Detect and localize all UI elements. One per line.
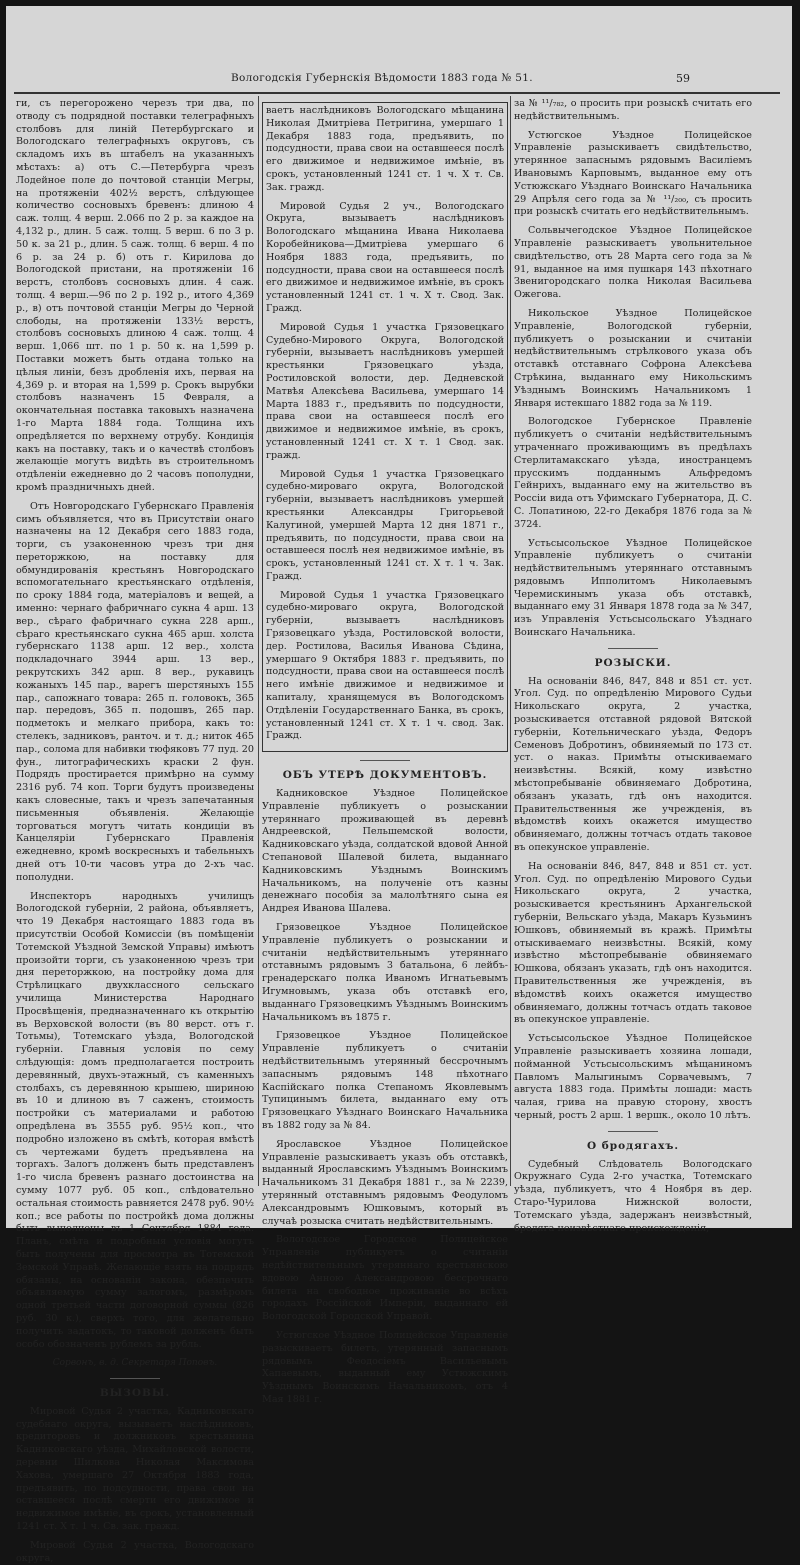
vagrant-notice: Судебный Слѣдователь Вологодскаго Окружнаго Суда 2-го участка, Тотемскаго уѣзда, публикуетъ, что 4 Ноября въ дер. Старо-Чурилова Нижнской волости, Тотемскаго уѣзда, задержанъ неизвѣстный, бродяга неизвѣстнаго происхожденія, <box>514 1158 752 1234</box>
signature: Сорвонъ, в. д. Секретаря Поповъ. <box>52 1358 218 1369</box>
notice-telegraph-poles: ги, съ перегорожено черезъ три два, по отводу съ подрядной поставки телеграфныхъ столбовъ для линій Петербургскаго и Вологодскаго телеграфныхъ округовъ, съ складомъ ихъ въ штабелъ на указанныхъ мѣстахъ: а) отъ С.—Петербурга чрезъ Лодейное поле до почтовой станціи Мегры, на протяженіи 402½ верстъ, слѣдующее количество сосновыхъ бревенъ: длиною 4 саж. толщ. 4 верш. 2.066 по 2 р. за каждое на 4,132 р., длин. 5 саж. толщ. 5 верш. 6 по 3 р. 50 к. за 21 р., длин. 5 саж. толщ. 6 верш. 4 по 6 р. за 24 р. б) отъ г. Кирилова до Вологодской пристани, на протяженіи 16 верстъ, столбовъ сосновыхъ длин. 4 саж. толщ. 4 верш.—96 по 2 р. 192 р., итого 4,369 р., в) отъ почтовой станціи Мегры до Черной слободы, на протяженіи 133½ верстъ, столбовъ сосновыхъ длиною 4 саж. толщ. 4 верш. 1,066 шт. по 1 р. 50 к. на 1,599 р. Поставки можетъ быть отдана только на цѣлыя линіи, безъ дробленія ихъ, первая на 4,369 р. и вторая на 1,599 р. Срокъ вырубки столбовъ назначенъ 15 Февраля, а окончательная поставка таковыхъ назначена 1-го Марта 1884 года. Толщина ихъ опредѣляется по верхнему отрубу. Кондиція какъ на поставку, такъ и о качествѣ столбовъ желающіе могутъ видѣть въ строительномъ отдѣленіи ежедневно до 2 часовъ пополудни, кромѣ праздничныхъ дней. <box>16 98 254 493</box>
column-divider-1 <box>258 96 259 1186</box>
lost-doc-cheremiskin: Устьсысольское Уѣздное Полицейское Управленіе публикуетъ о считаніи недѣйствительнымъ утеряннаго отставнымъ рядовымъ Ипполитомъ Николаевымъ Черемискинымъ указа объ отставкѣ, выданнаго ему 31 Января 1878 года за № 347, изъ Управленія Устьсысольскаго Уѣзднаго Воинскаго Начальника. <box>514 537 752 639</box>
summons-1: Мировой Судья 2 участка, Кадниковскаго судебнаго округа, вызываетъ наслѣдниковъ, кредиторовъ и должниковъ крестьянина Кадниковскаго уѣзда, Михайловской волости, деревни Шилкова Николая Максимова Хахова, умершаго 27 Октября 1883 года, предъявить, по подсудности, права свои на оставшееся послѣ смерти его движимое и недвижимое имѣніе, въ срокъ, установленный 1241 ст. Х т. 1 ч. Св. зак. гражд. <box>16 1405 254 1533</box>
running-title: Вологодскія Губернскія Вѣдомости 1883 года № 51. <box>231 72 533 84</box>
summons-sedin: Мировой Судья 1 участка Грязовецкаго судебно-мироваго округа, Вологодской губерніи, вызываетъ наслѣдниковъ Грязовецкаго уѣзда, Ростиловской волости, дер. Ростилова, Василья Иванова Сѣдина, умершаго 9 Октября 1883 г. предъявить, по подсудности, права свои на оставшееся послѣ него имѣніе движимое и недвижимое и капиталу, хранящемуся въ Вологодскомъ Отдѣленіи Государственнаго Банка, въ срокъ, установленный 1241 ст. Х т. 1 ч. свод. Зак. Гражд. <box>266 589 504 742</box>
notice-school-inspector: Инспекторъ народныхъ училищъ Вологодской губерніи, 2 района, объявляетъ, что 19 Декабря настоящаго 1883 года въ присутствіи Особой Комиссіи (въ помѣщеніи Тотемской Уѣздной Земской Управы) имѣютъ произойти торги, съ узаконенною чрезъ три дня переторжкою, на постройку дома для Стрѣлицкаго двухклассного сельскаго училища Министерства Народнаго Просвѣщенія, предназначеннаго къ открытію въ Верховской волости (въ 80 верст. отъ г. Тотьмы), Тотемскаго уѣзда, Вологодской губерніи. Главныя условія по сему слѣдующія: домъ предполагается построить деревянный, двухъ-этажный, съ каменныхъ столбахъ, съ деревянною крышею, шириною въ 10 и длиною въ 7 саженъ, стоимость постройки съ материалами и работою опредѣлена въ 3555 руб. 95½ коп., что подробно изложено въ смѣтѣ, которая вмѣстѣ съ чертежами будетъ предъявлена на торгахъ. Залогъ долженъ быть представленъ 1-го числа бревенъ разнаго достоинства на сумму 1077 руб. 05 коп., слѣдовательно остальная стоимость равняется 2478 руб. 90½ коп.; все работы по постройкѣ дома должны быть выполнены въ 1 Сентября 1884 года. Планъ, смѣта и подробныя условія могутъ быть получены для просмотра въ Тотемской Земской Управѣ. Желающіе взять на подрядъ обязаны, на основаніи закона, обезпечить объявляемую сумму залогомъ, размѣромъ одной третьей части договорной суммы (826 руб. 30 к.), сверхъ того, для желательно получить задатокъ, то таковой долженъ быть особо обозначенъ рублемъ за рубль. <box>16 890 254 1350</box>
section-heading-summons: ВЫЗОВЫ. <box>99 1387 171 1400</box>
summons-kalugina: Мировой Судья 1 участка Грязовецкаго судебно-мироваго округа, Вологодской губерніи, вызываетъ наслѣдниковъ умершей крестьянки Александры Григорьевой Калугиной, умершей Марта 12 дня 1871 г., предъявить, по подсудности, права свои на оставшееся послѣ нея недвижимое имѣніе, въ срокъ, установленный 1241 ст. Х т. 1 ч. Зак. Гражд. <box>266 468 504 582</box>
lost-doc-1: Кадниковское Уѣздное Полицейское Управленіе публикуетъ о розыскании утеряннаго проживающей въ деревнѣ Андреевской, Пельшемской волости, Кадниковскаго уѣзда, солдатской вдовой Анной Степановой Шалевой билета, выданнаго Кадниковскимъ Уѣзднымъ Воинскимъ Начальникомъ, на полученіе отъ казны денежнаго пособія за малолѣтняго сына ея Андрея Иванова Шалева. <box>262 788 508 915</box>
lost-doc-6: Устюгское Уѣздное Полицейское Управленіе разыскиваетъ билетъ, утерянный запаснымъ рядовымъ Феодосіемъ Васильевымъ Хапаевымъ, выданный ему Устюжскимъ Уѣзднымъ Воинскимъ Начальникомъ, отъ 4 Мая 1881 г. <box>262 1329 508 1405</box>
section-heading-lost-documents: ОБЪ УТЕРѢ ДОКУМЕНТОВЪ. <box>282 769 488 782</box>
summons-2-start: Мировой Судья 2 участка, Вологодскаго округа, <box>16 1539 254 1564</box>
newspaper-page <box>6 6 792 1564</box>
column-divider-2 <box>510 96 511 1186</box>
section-divider <box>110 1378 160 1379</box>
lost-doc-ozhegov: Сольвычегодское Уѣздное Полицейское Управленіе разыскиваетъ увольнительное свидѣтельство, отъ 28 Марта сего года за № 91, выданное на имя пушкаря 143 пѣхотнаго Звенигородскаго полка Николая Васильева Ожегова. <box>514 225 752 301</box>
page-header <box>6 68 792 90</box>
search-dobrotin: На основаніи 846, 847, 848 и 851 ст. уст. Угол. Суд. по опредѣленію Мирового Судьи Никольскаго округа, 2 участка, розыскивается отставной рядовой Вятской губерніи, Котельническаго уѣзда, Федоръ Семеновъ Добротинъ, обвиняемый по 173 ст. уст. о наказ. Примѣты отыскиваемаго неизвѣстны. Всякій, кому извѣстно мѣстопребываніе обвиняемаго Добротина, обязанъ указать, гдѣ онъ находится. Правительственныя же учрежденія, въ вѣдомствѣ коихъ окажется имущество обвиняемаго, должны тотчасъ отдать таковое въ опекунское управленіе. <box>514 675 752 854</box>
page-number: 59 <box>676 72 690 85</box>
summons-box <box>262 102 508 752</box>
lost-doc-2: Грязовецкое Уѣздное Полицейское Управленіе публикуетъ о розыскании и считаніи недѣйствительнымъ утеряннаго отставнымъ рядовымъ 3 батальона, 6 лейбъ-гренадерскаго полка Иваномъ Игнатьевымъ Игумновымъ, указа объ отставкѣ его, выданнаго Грязовецкимъ Уѣзднымъ Воинскимъ Начальникомъ въ 1875 г. <box>262 922 508 1023</box>
column-middle <box>262 98 508 1405</box>
lost-doc-cont: за № ¹¹/₇₈₂, о просить при розыскѣ считать его недѣйствительнымъ. <box>514 98 752 122</box>
lost-doc-heinrich: Вологодское Губернское Правленіе публикуетъ о считаніи недѣйствительнымъ утраченнаго проживающимъ въ предѣлахъ Стерлитамакскаго уѣзда, иностранцемъ прусскимъ подданнымъ Альфредомъ Гейнрихъ, выданнаго ему на жительство въ Россіи вида отъ Уфимскаго Губернатора, Д. С. С. Лопатиною, 22-го Декабря 1876 года за № 3724. <box>514 416 752 530</box>
section-heading-vagrants: О бродягахъ. <box>586 1139 680 1152</box>
lost-doc-4: Ярославское Уѣздное Полицейское Управленіе разыскиваетъ указъ объ отставкѣ, выданный Ярославскимъ Уѣзднымъ Воинскимъ Начальникомъ 31 Декабря 1881 г., за № 2239, утерянный отставнымъ рядовымъ Феодуломъ Александровымъ Юшковымъ, который въ случаѣ розыска считать недѣйствительнымъ. <box>262 1138 508 1227</box>
lost-doc-karpov: Устюгское Уѣздное Полицейское Управленіе разыскиваетъ свидѣтельство, утерянное запаснымъ рядовымъ Василіемъ Ивановымъ Карповымъ, выданное ему отъ Устюжскаго Уѣзднаго Воинскаго Начальника 29 Апрѣля сего года за № ¹¹/₂₀₀, съ просить при розыскѣ считать его недѣйствительнымъ. <box>514 129 752 218</box>
column-left <box>16 98 254 1564</box>
summons-petrigin: ваетъ наслѣдниковъ Вологодскаго мѣщанина Николая Дмитріева Петригина, умершаго 1 Декабря 1883 года, предъявить, по подсудности, права свои на оставшееся послѣ его движимое и недвижимое имѣніе, въ срокъ, установленный 1241 ст. 1 ч. Х т. Св. Зак. гражд. <box>266 105 504 193</box>
notice-novgorod-board: Отъ Новгородскаго Губернскаго Правленія симъ объявляется, что въ Присутствіи онаго назначены на 12 Декабря сего 1883 года, торги, съ узаконенною чрезъ три дня переторжкою, на поставку для обмундированія крестьянъ Новгородскаго вспомогательнаго крестьянскаго отдѣленія, по сроку 1884 года, матеріаловъ и вещей, а именно: чернаго фабричнаго сукна 4 арш. 13 вер., сѣраго фабричнаго сукна 228 арш., сѣраго крестьянскаго сукна 465 арш. холста губернскаго 1138 арш. 12 вер., холста подкладочнаго 3944 арш. 13 вер., рекрутскихъ 342 арш. 8 вер., рукавицъ кожаныхъ 145 пар., варегъ шерстяныхъ 155 пар., сапожнаго товара: 265 п. головокъ, 365 пар. передовъ, 365 п. подошвъ, 265 пар. подметокъ и мелкаго прибора, какъ то: стелекъ, задниковъ, ранточ. и т. д.; ниток 465 пар., солома для набивки тюфяковъ 77 пуд. 20 фун., литографическихъ краски 2 фун. Подрядъ простирается примѣрно на сумму 2316 руб. 74 коп. Торги будутъ произведены какъ словесные, такъ и чрезъ запечатанныя письменныя объявленія. Желающіе торговаться могутъ читать кондиціи въ Канцеляріи Губернскаго Правленія ежедневно, кромѣ воскресныхъ и табельныхъ дней отъ 10-ти часовъ утра до 2-хъ час. пополудни. <box>16 500 254 883</box>
lost-doc-strekin: Никольское Уѣздное Полицейское Управленіе, Вологодской губерніи, публикуетъ о розыскании и считаніи недѣйствительнымъ стрѣлкового указа объ отставкѣ отставнаго Софрона Алексѣева Стрѣкина, выданнаго ему Никольскимъ Уѣзднымъ Воинскимъ Начальникомъ 1 Января истекшаго 1882 года за № 119. <box>514 307 752 409</box>
search-yushkov: На основаніи 846, 847, 848 и 851 ст. уст. Угол. Суд. по опредѣленію Мирового Судьи Никольскаго округа, 2 участка, розыскивается крестьянинъ Архангельской губерніи, Вельскаго уѣзда, Макаръ Кузьминъ Юшковъ, обвиняемый въ кражѣ. Примѣты отыскиваемаго неизвѣстны. Всякій, кому извѣстно мѣстопребываніе обвиняемаго Юшкова, обязанъ указать, гдѣ онъ находится. Правительственныя же учрежденія, въ вѣдомствѣ коихъ окажется имущество обвиняемаго, должны тотчасъ отдать таковое въ опекунское управленіе. <box>514 860 752 1026</box>
summons-korobeynikov: Мировой Судья 2 уч., Вологодскаго Округа, вызываетъ наслѣдниковъ Вологодскаго мѣщанина Ивана Николаева Коробейникова—Дмитріева умершаго 6 Ноября 1883 года, предъявить, по подсудности, права свои на оставшееся послѣ его движимое и недвижимое имѣніе, въ срокъ установленный 1241 ст. 1 ч. Х т. Свод. Зак. Гражд. <box>266 200 504 314</box>
column-right <box>514 98 752 1234</box>
section-divider <box>608 648 658 649</box>
lost-doc-5: Вологодское Городское Полицейское Управленіе публикуетъ о считаніи недѣйствительнымъ утеряннаго крестьянскою вдовою Анною Александровою бессрочнаго билета на свободное проживаніе во всѣхъ городахъ Россійской Имперіи, выданнаго ей Вологодской Городской Управой. <box>262 1234 508 1323</box>
summons-vasiliev: Мировой Судья 1 участка Грязовецкаго Судебно-Мирового Округа, Вологодской губерніи, вызываетъ наслѣдниковъ умершей крестьянки Грязовецкаго уѣзда, Ростиловской волости, дер. Дедневской Матвѣя Алексѣева Васильева, умершаго 14 Марта 1883 г., предъявить по подсудности, права свои на оставшееся послѣ его движимое и недвижимое имѣніе, въ срокъ, установленный 1241 ст. Х т. 1 Свод. зак. гражд. <box>266 321 504 461</box>
search-horse-owner: Устьсысольское Уѣздное Полицейское Управленіе разыскиваетъ хозяина лошади, пойманной Устьсысольскимъ мѣщаниномъ Павломъ Малыгинымъ Сорвачевымъ, 7 августа 1883 года. Примѣты лошади: масть чалая, грива на правую сторону, хвостъ черный, ростъ 2 арш. 1 вершк., около 10 лѣтъ. <box>514 1033 752 1121</box>
header-rule <box>14 92 780 94</box>
lost-doc-3: Грязовецкое Уѣздное Полицейское Управленіе публикуетъ о считаніи недѣйствительнымъ утерянный бессрочнымъ запаснымъ рядовымъ 148 пѣхотнаго Каспійскаго полка Степаномъ Яковлевымъ Тупицинымъ билета, выданнаго ему отъ Грязовецкаго Уѣзднаго Воинскаго Начальника въ 1882 году за № 84. <box>262 1030 508 1131</box>
section-divider <box>608 1131 658 1132</box>
section-heading-searches: РОЗЫСКИ. <box>594 656 672 669</box>
section-divider <box>360 760 410 761</box>
